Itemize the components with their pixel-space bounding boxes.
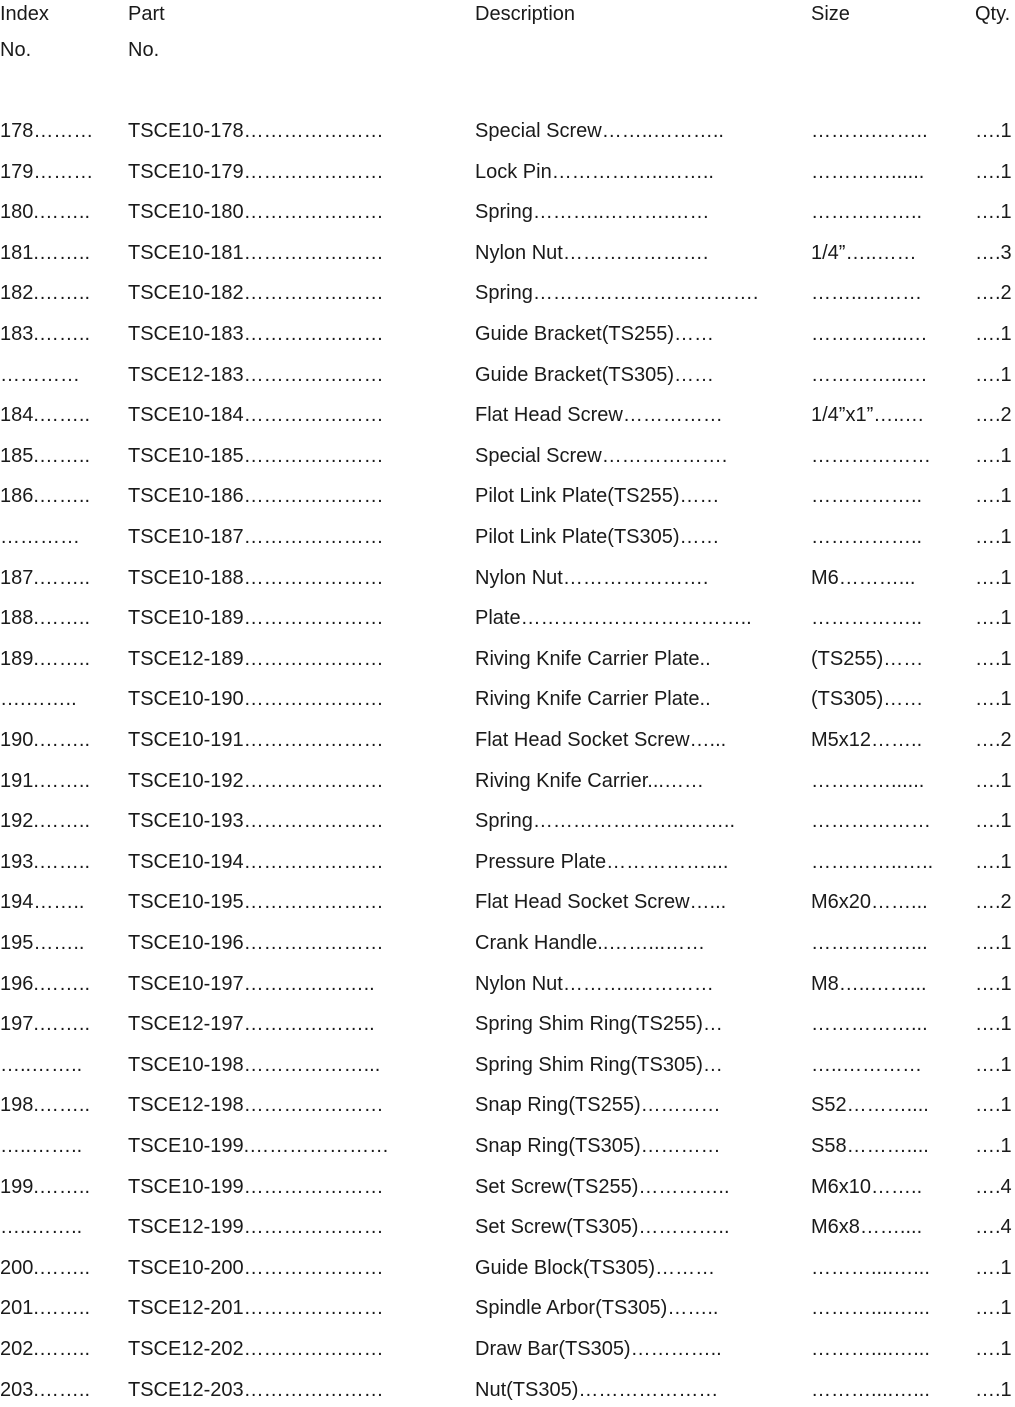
- qty-cell: ….1: [975, 1256, 1012, 1279]
- table-row: [0, 804, 1015, 838]
- index-cell: 196.……..: [0, 972, 91, 995]
- qty-cell: ….1: [975, 850, 1012, 873]
- description-cell: Flat Head Socket Screw…...: [475, 891, 727, 914]
- index-cell: ….……..: [0, 688, 77, 711]
- qty-cell: ….1: [975, 769, 1012, 792]
- size-cell: M5x12……..: [811, 729, 923, 751]
- description-cell: Spring…………………………….: [475, 282, 759, 305]
- table-row: [0, 682, 1015, 716]
- header-row-1: [0, 0, 1015, 28]
- index-cell: 199.……..: [0, 1175, 91, 1198]
- header-index-no: No.: [0, 39, 32, 61]
- description-cell: Nylon Nut………………….: [475, 566, 709, 589]
- size-cell: …………..…..: [811, 850, 934, 873]
- description-cell: Pilot Link Plate(TS255)……: [475, 485, 720, 508]
- part-number-cell: TSCE10-194…………………: [128, 850, 384, 873]
- part-number-cell: TSCE12-199…………………: [128, 1216, 384, 1239]
- part-number-cell: TSCE10-190…………………: [128, 688, 384, 711]
- index-cell: 197.……..: [0, 1013, 91, 1036]
- size-cell: M6x10……..: [811, 1175, 923, 1198]
- part-number-cell: TSCE10-197………………..: [128, 972, 375, 995]
- size-cell: ………....…...: [811, 1297, 930, 1320]
- part-number-cell: TSCE10-180…………………: [128, 201, 384, 224]
- description-cell: Flat Head Screw……………: [475, 404, 723, 427]
- description-cell: Spring Shim Ring(TS255)…: [475, 1013, 723, 1036]
- index-cell: …..……..: [0, 1053, 83, 1076]
- table-row: [0, 479, 1015, 513]
- description-cell: Riving Knife Carrier...……: [475, 769, 704, 792]
- size-cell: ………....…...: [811, 1378, 930, 1401]
- part-number-cell: TSCE10-186…………………: [128, 485, 384, 508]
- header-size: Size: [811, 3, 850, 25]
- qty-cell: ….4: [975, 1175, 1012, 1198]
- qty-cell: ….1: [975, 810, 1012, 833]
- size-cell: …………......: [811, 769, 925, 792]
- description-cell: Pilot Link Plate(TS305)……: [475, 526, 720, 548]
- size-cell: ………....…...: [811, 1256, 930, 1279]
- part-number-cell: TSCE10-198………………...: [128, 1053, 381, 1076]
- index-cell: 198.……..: [0, 1094, 91, 1117]
- size-cell: S52………....: [811, 1094, 929, 1117]
- qty-cell: ….1: [975, 160, 1012, 183]
- description-cell: Riving Knife Carrier Plate..: [475, 647, 711, 670]
- size-cell: ……………..: [811, 526, 923, 548]
- description-cell: Guide Bracket(TS255)……: [475, 323, 714, 345]
- table-row: [0, 358, 1015, 392]
- index-cell: …………: [0, 526, 80, 548]
- qty-cell: ….1: [975, 932, 1012, 954]
- table-row: [0, 155, 1015, 189]
- index-cell: …..……..: [0, 1135, 83, 1157]
- part-number-cell: TSCE10-187…………………: [128, 526, 384, 548]
- size-cell: ……………...: [811, 1013, 928, 1036]
- header-part-no: No.: [128, 39, 160, 61]
- size-cell: M8…..……...: [811, 972, 927, 995]
- qty-cell: ….1: [975, 566, 1012, 589]
- qty-cell: ….1: [975, 972, 1012, 995]
- index-cell: 185.……..: [0, 444, 91, 467]
- index-cell: 203.……..: [0, 1378, 91, 1401]
- part-number-cell: TSCE10-191…………………: [128, 729, 384, 751]
- description-cell: Draw Bar(TS305)…………..: [475, 1338, 722, 1360]
- part-number-cell: TSCE10-193…………………: [128, 810, 384, 833]
- size-cell: M6x20……...: [811, 891, 928, 914]
- description-cell: Spring………..……….……: [475, 201, 710, 224]
- table-row: [0, 1251, 1015, 1285]
- part-number-cell: TSCE12-198…………………: [128, 1094, 384, 1117]
- qty-cell: ….1: [975, 1378, 1012, 1401]
- header-qty: Qty.: [975, 3, 1011, 25]
- qty-cell: ….1: [975, 1053, 1012, 1076]
- qty-cell: ….1: [975, 1094, 1012, 1117]
- size-cell: ……….……..: [811, 120, 928, 142]
- table-row: [0, 1170, 1015, 1204]
- header-part: Part: [128, 3, 165, 25]
- table-row: [0, 1373, 1015, 1407]
- description-cell: Set Screw(TS305)…………..: [475, 1216, 730, 1239]
- size-cell: ………....…...: [811, 1338, 930, 1360]
- index-cell: 191.……..: [0, 769, 91, 792]
- size-cell: 1/4”x1”…..…: [811, 404, 925, 427]
- table-row: [0, 1088, 1015, 1122]
- index-cell: …..……..: [0, 1216, 83, 1239]
- description-cell: Nut(TS305)…………………: [475, 1378, 719, 1401]
- table-row: [0, 1048, 1015, 1082]
- table-row: [0, 1129, 1015, 1163]
- table-row: [0, 317, 1015, 351]
- index-cell: 181.……..: [0, 241, 91, 264]
- index-cell: …………: [0, 363, 80, 386]
- index-cell: 193.……..: [0, 850, 91, 873]
- table-row: [0, 520, 1015, 554]
- part-number-cell: TSCE10-178…………………: [128, 120, 384, 142]
- part-number-cell: TSCE10-199…………………: [128, 1175, 384, 1198]
- index-cell: 188.……..: [0, 607, 91, 630]
- table-row: [0, 1007, 1015, 1041]
- table-row: [0, 926, 1015, 960]
- part-number-cell: TSCE12-183…………………: [128, 363, 384, 386]
- qty-cell: ….1: [975, 485, 1012, 508]
- qty-cell: ….1: [975, 323, 1012, 345]
- index-cell: 202.……..: [0, 1338, 91, 1360]
- table-row: [0, 885, 1015, 919]
- qty-cell: ….1: [975, 1297, 1012, 1320]
- table-row: [0, 114, 1015, 148]
- table-row: [0, 561, 1015, 595]
- index-cell: 187.……..: [0, 566, 91, 589]
- table-row: [0, 1210, 1015, 1244]
- description-cell: Set Screw(TS255)…………..: [475, 1175, 730, 1198]
- description-cell: Special Screw……………….: [475, 444, 728, 467]
- part-number-cell: TSCE10-182…………………: [128, 282, 384, 305]
- qty-cell: ….2: [975, 729, 1012, 751]
- size-cell: ……..………: [811, 282, 923, 305]
- header-index: Index: [0, 3, 49, 25]
- part-number-cell: TSCE10-199.…………………: [128, 1135, 390, 1157]
- table-row: [0, 236, 1015, 270]
- index-cell: 200.……..: [0, 1256, 91, 1279]
- table-row: [0, 764, 1015, 798]
- size-cell: M6x8……....: [811, 1216, 923, 1239]
- size-cell: …………......: [811, 160, 925, 183]
- part-number-cell: TSCE10-183…………………: [128, 323, 384, 345]
- size-cell: ……………..: [811, 607, 923, 630]
- description-cell: Spindle Arbor(TS305)……..: [475, 1297, 719, 1320]
- index-cell: 192.……..: [0, 810, 91, 833]
- part-number-cell: TSCE10-179…………………: [128, 160, 384, 183]
- description-cell: Nylon Nut………………….: [475, 241, 709, 264]
- qty-cell: ….2: [975, 404, 1012, 427]
- qty-cell: ….1: [975, 688, 1012, 711]
- qty-cell: ….2: [975, 282, 1012, 305]
- qty-cell: ….2: [975, 891, 1012, 914]
- description-cell: Flat Head Socket Screw…...: [475, 729, 727, 751]
- index-cell: 201.……..: [0, 1297, 91, 1320]
- description-cell: Spring…………………..……..: [475, 810, 736, 833]
- qty-cell: ….1: [975, 201, 1012, 224]
- part-number-cell: TSCE10-188…………………: [128, 566, 384, 589]
- size-cell: S58………....: [811, 1135, 929, 1157]
- size-cell: (TS255)……: [811, 647, 924, 670]
- qty-cell: ….3: [975, 241, 1012, 264]
- size-cell: …………...…: [811, 323, 928, 345]
- index-cell: 184.……..: [0, 404, 91, 427]
- qty-cell: ….1: [975, 607, 1012, 630]
- qty-cell: ….1: [975, 526, 1012, 548]
- table-row: [0, 845, 1015, 879]
- qty-cell: ….1: [975, 363, 1012, 386]
- table-row: [0, 439, 1015, 473]
- index-cell: 179………: [0, 160, 94, 183]
- description-cell: Pressure Plate……………....: [475, 850, 729, 873]
- description-cell: Snap Ring(TS255)…………: [475, 1094, 721, 1117]
- description-cell: Riving Knife Carrier Plate..: [475, 688, 711, 711]
- index-cell: 195……..: [0, 932, 85, 954]
- description-cell: Guide Block(TS305)………: [475, 1256, 716, 1279]
- part-number-cell: TSCE10-195…………………: [128, 891, 384, 914]
- table-row: [0, 398, 1015, 432]
- size-cell: ……………..: [811, 485, 923, 508]
- part-number-cell: TSCE10-184…………………: [128, 404, 384, 427]
- index-cell: 189.……..: [0, 647, 91, 670]
- qty-cell: ….1: [975, 1338, 1012, 1360]
- part-number-cell: TSCE10-192…………………: [128, 769, 384, 792]
- index-cell: 182.……..: [0, 282, 91, 305]
- part-number-cell: TSCE10-196…………………: [128, 932, 384, 954]
- part-number-cell: TSCE10-200…………………: [128, 1256, 384, 1279]
- part-number-cell: TSCE12-197………………..: [128, 1013, 375, 1036]
- size-cell: ………………: [811, 444, 931, 467]
- description-cell: Snap Ring(TS305)…………: [475, 1135, 721, 1157]
- size-cell: ……………...: [811, 932, 928, 954]
- size-cell: M6………...: [811, 566, 916, 589]
- qty-cell: ….1: [975, 1013, 1012, 1036]
- description-cell: Crank Handle..……...……: [475, 932, 706, 954]
- size-cell: …………...…: [811, 363, 928, 386]
- index-cell: 186.……..: [0, 485, 91, 508]
- header-description: Description: [475, 3, 576, 25]
- part-number-cell: TSCE12-201…………………: [128, 1297, 384, 1320]
- index-cell: 183.……..: [0, 323, 91, 345]
- part-number-cell: TSCE12-202…………………: [128, 1338, 384, 1360]
- size-cell: ……………..: [811, 201, 923, 224]
- qty-cell: ….1: [975, 120, 1012, 142]
- table-row: [0, 1332, 1015, 1366]
- size-cell: ………………: [811, 810, 931, 833]
- size-cell: (TS305)……: [811, 688, 924, 711]
- description-cell: Plate……………………………..: [475, 607, 752, 630]
- description-cell: Guide Bracket(TS305)……: [475, 363, 714, 386]
- header-row-2: [0, 36, 1015, 64]
- part-number-cell: TSCE12-189…………………: [128, 647, 384, 670]
- description-cell: Spring Shim Ring(TS305)…: [475, 1053, 723, 1076]
- part-number-cell: TSCE10-185…………………: [128, 444, 384, 467]
- index-cell: 190.……..: [0, 729, 91, 751]
- table-row: [0, 723, 1015, 757]
- size-cell: …..…………: [811, 1053, 923, 1076]
- part-number-cell: TSCE10-181…………………: [128, 241, 384, 264]
- table-row: [0, 601, 1015, 635]
- table-row: [0, 195, 1015, 229]
- index-cell: 178………: [0, 120, 94, 142]
- size-cell: 1/4”…..……: [811, 241, 917, 264]
- description-cell: Lock Pin……………..……..: [475, 160, 714, 183]
- qty-cell: ….1: [975, 647, 1012, 670]
- part-number-cell: TSCE10-189…………………: [128, 607, 384, 630]
- part-number-cell: TSCE12-203…………………: [128, 1378, 384, 1401]
- qty-cell: ….4: [975, 1216, 1012, 1239]
- qty-cell: ….1: [975, 1135, 1012, 1157]
- description-cell: Special Screw……..………..: [475, 120, 724, 142]
- table-row: [0, 1291, 1015, 1325]
- index-cell: 194……..: [0, 891, 85, 914]
- table-row: [0, 967, 1015, 1001]
- description-cell: Nylon Nut………..…………: [475, 972, 714, 995]
- qty-cell: ….1: [975, 444, 1012, 467]
- index-cell: 180.……..: [0, 201, 91, 224]
- table-row: [0, 642, 1015, 676]
- table-row: [0, 276, 1015, 310]
